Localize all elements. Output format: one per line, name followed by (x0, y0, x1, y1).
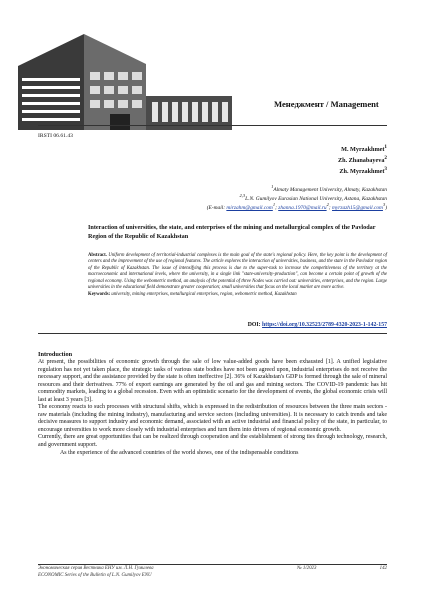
author-name: Zh. Zhanabayeva (338, 157, 385, 165)
footer-issue: № 1/2023 (297, 566, 317, 571)
keywords-text: university, mining enterprises, metallurgical enterprises, region, webometric method, Kazakhstan (110, 291, 297, 297)
doi-line (248, 322, 387, 328)
author-sup: 1 (384, 144, 387, 150)
footer-page-number: 142 (379, 566, 387, 571)
paper-title: Interaction of universities, the state, and enterprises of the mining and metallurgical complex of the Pavlodar Region of the Republic of Kazakhstan (88, 224, 376, 240)
author-3 (339, 166, 387, 175)
author-2 (338, 155, 387, 164)
abstract-block (88, 253, 387, 298)
paragraph: Currently, there are great opportunities that can be realized through cooperation and the establishment of strong ties through technology, research, and government support. (38, 434, 387, 449)
email-link-1[interactable]: mirzahm@gmail.com (226, 204, 273, 211)
footer-journal-ru: Экономическая серия Вестника ЕНУ им. Л.Н. Гумилева (38, 566, 154, 571)
keywords-label: Keywords: (88, 291, 111, 297)
university-building-icon (14, 26, 232, 130)
author-sup: 2 (384, 155, 387, 161)
header-divider (38, 125, 387, 126)
author-name: Zh. Myrzakhmet (339, 168, 385, 176)
footer-divider (38, 564, 387, 565)
journal-logo (14, 26, 232, 130)
email-line: (E-mail: mirzahm@gmail.com$^1$; $zhanna.1970@mail.ru^2$; myrzazh15@gmail.com$^3$) (206, 202, 387, 211)
doi-label: DOI: (247, 322, 263, 328)
email-link-3[interactable]: myrzazh15@gmail.com (332, 204, 383, 211)
abstract-text: Uniform development of territorial-industrial complexes is the main goal of the state's regional policy. Here, the key point is the development of centers and the improvement of the use of regional features. The article explores the interaction of universities, business, and the state in the Pavlodar region of the Republic of Kazakhstan. The issue of intensifying this process is due to the super-task to increase the competitiveness of the territory at the macroeconomic and international levels, where the university, in a single link "state-university-production", can become a certain point of growth of the regional economy. Using the webometric method, an analysis of the potential of three Nodes was carried out: universities, enterprises, and the region. Large universities in the educational field demonstrate greater cooperation; small universities that focus on the local market are more active. (88, 253, 387, 291)
author-sup: 3 (384, 166, 387, 172)
doi-divider (38, 333, 387, 334)
section-title: Менеджмент / Management (274, 99, 379, 109)
doi-link[interactable]: https://doi.org/10.32523/2789-4320-2023-1-142-157 (262, 322, 387, 328)
author-1 (341, 144, 387, 153)
email-link-2[interactable]: zhanna.1970@mail.ru (278, 204, 327, 211)
abstract-label: Abstract. (88, 253, 107, 258)
affiliation-2: $^{2,3}$L.N. Gumilyov Eurasian National University, Astana, Kazakhstan (239, 193, 387, 202)
paragraph: At present, the possibilities of economic growth through the sale of low value-added goods have been exhausted [1]. A unified legislative regulation has not yet taken place, the strategic tasks of various state bodies have not been agreed upon, industrial enterprises do not receive the necessary support, and the assistance provided by the state is often ineffective [2]. 36% of Kazakhstan's GDP is formed through the sale of mineral resources and their derivatives. 77% of export earnings are generated by the oil and gas and mining sectors. The COVID-19 pandemic has hit commodity markets, leading to a global recession. Even with an optimistic scenario for the development of events, the global economic crisis will last at least 3 years [3]. (38, 359, 387, 403)
paragraph: As the experience of the advanced countries of the world shows, one of the indispensable conditions (60, 449, 299, 456)
introduction-heading: Introduction (38, 351, 73, 358)
footer-journal-en: ECONOMIC Series of the Bulletin of L.N. Gumilyov ENU (38, 573, 152, 578)
author-name: M. Myrzakhmet (341, 146, 385, 154)
introduction-body (38, 359, 387, 457)
affiliation-1: $^1$Almaty Management University, Almaty, Kazakhstan (271, 184, 387, 193)
paragraph: The economy reacts to such processes with structural shifts, which is expressed in the redistribution of resources between the three main sectors - raw materials (including the mining industry), manufacturing and service sectors (including universities). It is necessary to catch trends and take decisive measures to support industry and economic demand, associated with an active industrial and financial policy of the state, in particular, to encourage universities to work more closely with industrial enterprises and turn them into drivers of regional economic growth. (38, 404, 387, 433)
irsti-code: IRSTI 06.61.43 (38, 133, 73, 139)
